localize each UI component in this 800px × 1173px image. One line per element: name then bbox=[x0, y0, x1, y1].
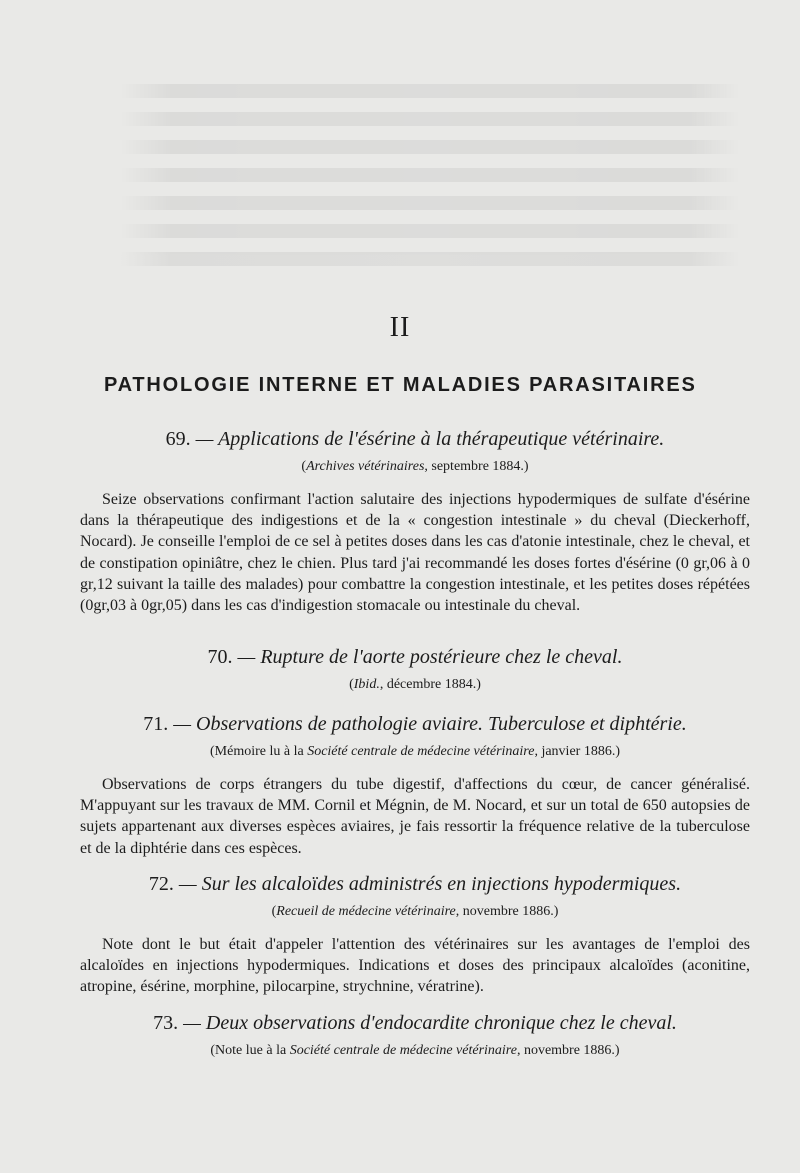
source-journal: Société centrale de médecine vétérinaire bbox=[307, 744, 535, 759]
entry-title bbox=[80, 428, 750, 451]
entry-source bbox=[80, 677, 750, 694]
entry-title bbox=[80, 646, 750, 669]
entry-title-text: — Sur les alcaloïdes administrés en injections hypodermiques. bbox=[173, 873, 682, 895]
section-title: PATHOLOGIE INTERNE ET MALADIES PARASITAIRES bbox=[104, 374, 697, 396]
source-date: , novembre 1886.) bbox=[516, 1043, 620, 1058]
entry-70 bbox=[80, 646, 750, 694]
entry-title-text: — Deux observations d'endocardite chronique chez le cheval. bbox=[178, 1012, 677, 1034]
entry-number: 71. bbox=[143, 713, 169, 735]
source-prefix: ( bbox=[301, 459, 307, 474]
source-date: , janvier 1886.) bbox=[534, 744, 620, 759]
entry-body: Note dont le but était d'appeler l'attention des vétérinaires sur les avantages de l'emploi des alcaloïdes en injections hypodermiques. Indications et doses des principaux alcaloïdes (aconitine, atropine, ésérine, morphine, pilocarpine, strychnine, vératrine). bbox=[80, 935, 750, 996]
source-prefix: (Mémoire lu à la bbox=[210, 744, 308, 759]
source-date: , septembre 1884.) bbox=[424, 459, 529, 474]
entry-71 bbox=[80, 713, 750, 859]
section-number: II bbox=[389, 312, 411, 343]
entry-body: Observations de corps étrangers du tube digestif, d'affections du cœur, de cancer généralisé. M'appuyant sur les travaux de MM. Cornil et Mégnin, de M. Nocard, et sur un total de 650 autopsies de sujets appartenant aux diverses espèces aviaires, je fais ressortir la fréquence relative de la tuberculose et de la diphtérie dans ces espèces. bbox=[80, 775, 750, 857]
entry-69 bbox=[80, 428, 750, 617]
entry-source bbox=[80, 744, 750, 761]
entry-number: 72. bbox=[148, 873, 174, 895]
source-date: , novembre 1886.) bbox=[455, 904, 559, 919]
bleed-through-text bbox=[120, 70, 740, 320]
source-prefix: ( bbox=[349, 677, 354, 692]
entry-title-text: — Observations de pathologie aviaire. Tuberculose et diphtérie. bbox=[168, 713, 687, 735]
entry-title bbox=[80, 873, 750, 896]
entry-72 bbox=[80, 873, 750, 998]
source-journal: Ibid. bbox=[353, 677, 380, 692]
entry-73 bbox=[80, 1012, 750, 1060]
source-prefix: ( bbox=[271, 904, 277, 919]
entry-source bbox=[80, 1043, 750, 1060]
entry-source bbox=[80, 904, 750, 921]
entry-title bbox=[80, 1012, 750, 1035]
entry-body: Seize observations confirmant l'action salutaire des injections hypodermiques de sulfate d'ésérine dans la thérapeutique des indigestions et de la « congestion intestinale » du cheval (Dieckerhoff, Nocard). Je conseille l'emploi de ce sel à petites doses dans les cas d'atonie intestinale, chez le cheval, et de constipation opiniâtre, chez le chien. Plus tard j'ai recommandé les doses fortes d'ésérine (0 gr,06 à 0 gr,12 suivant la taille des malades) pour combattre la congestion intestinale, et les petites doses répétées (0gr,03 à 0gr,05) dans les cas d'indigestion stomacale ou intestinale du cheval. bbox=[80, 490, 750, 615]
entry-number: 69. bbox=[165, 428, 191, 450]
source-prefix: (Note lue à la bbox=[210, 1043, 290, 1058]
entry-number: 70. bbox=[207, 646, 233, 668]
entry-title bbox=[80, 713, 750, 736]
entry-number: 73. bbox=[153, 1012, 179, 1034]
source-journal: Société centrale de médecine vétérinaire bbox=[289, 1043, 517, 1058]
entry-title-text: — Rupture de l'aorte postérieure chez le cheval. bbox=[232, 646, 623, 668]
entry-source bbox=[80, 459, 750, 476]
source-journal: Archives vétérinaires bbox=[306, 459, 425, 474]
entry-title-text: — Applications de l'ésérine à la thérapeutique vétérinaire. bbox=[190, 428, 665, 450]
source-journal: Recueil de médecine vétérinaire bbox=[276, 904, 456, 919]
source-date: , décembre 1884.) bbox=[379, 677, 481, 692]
